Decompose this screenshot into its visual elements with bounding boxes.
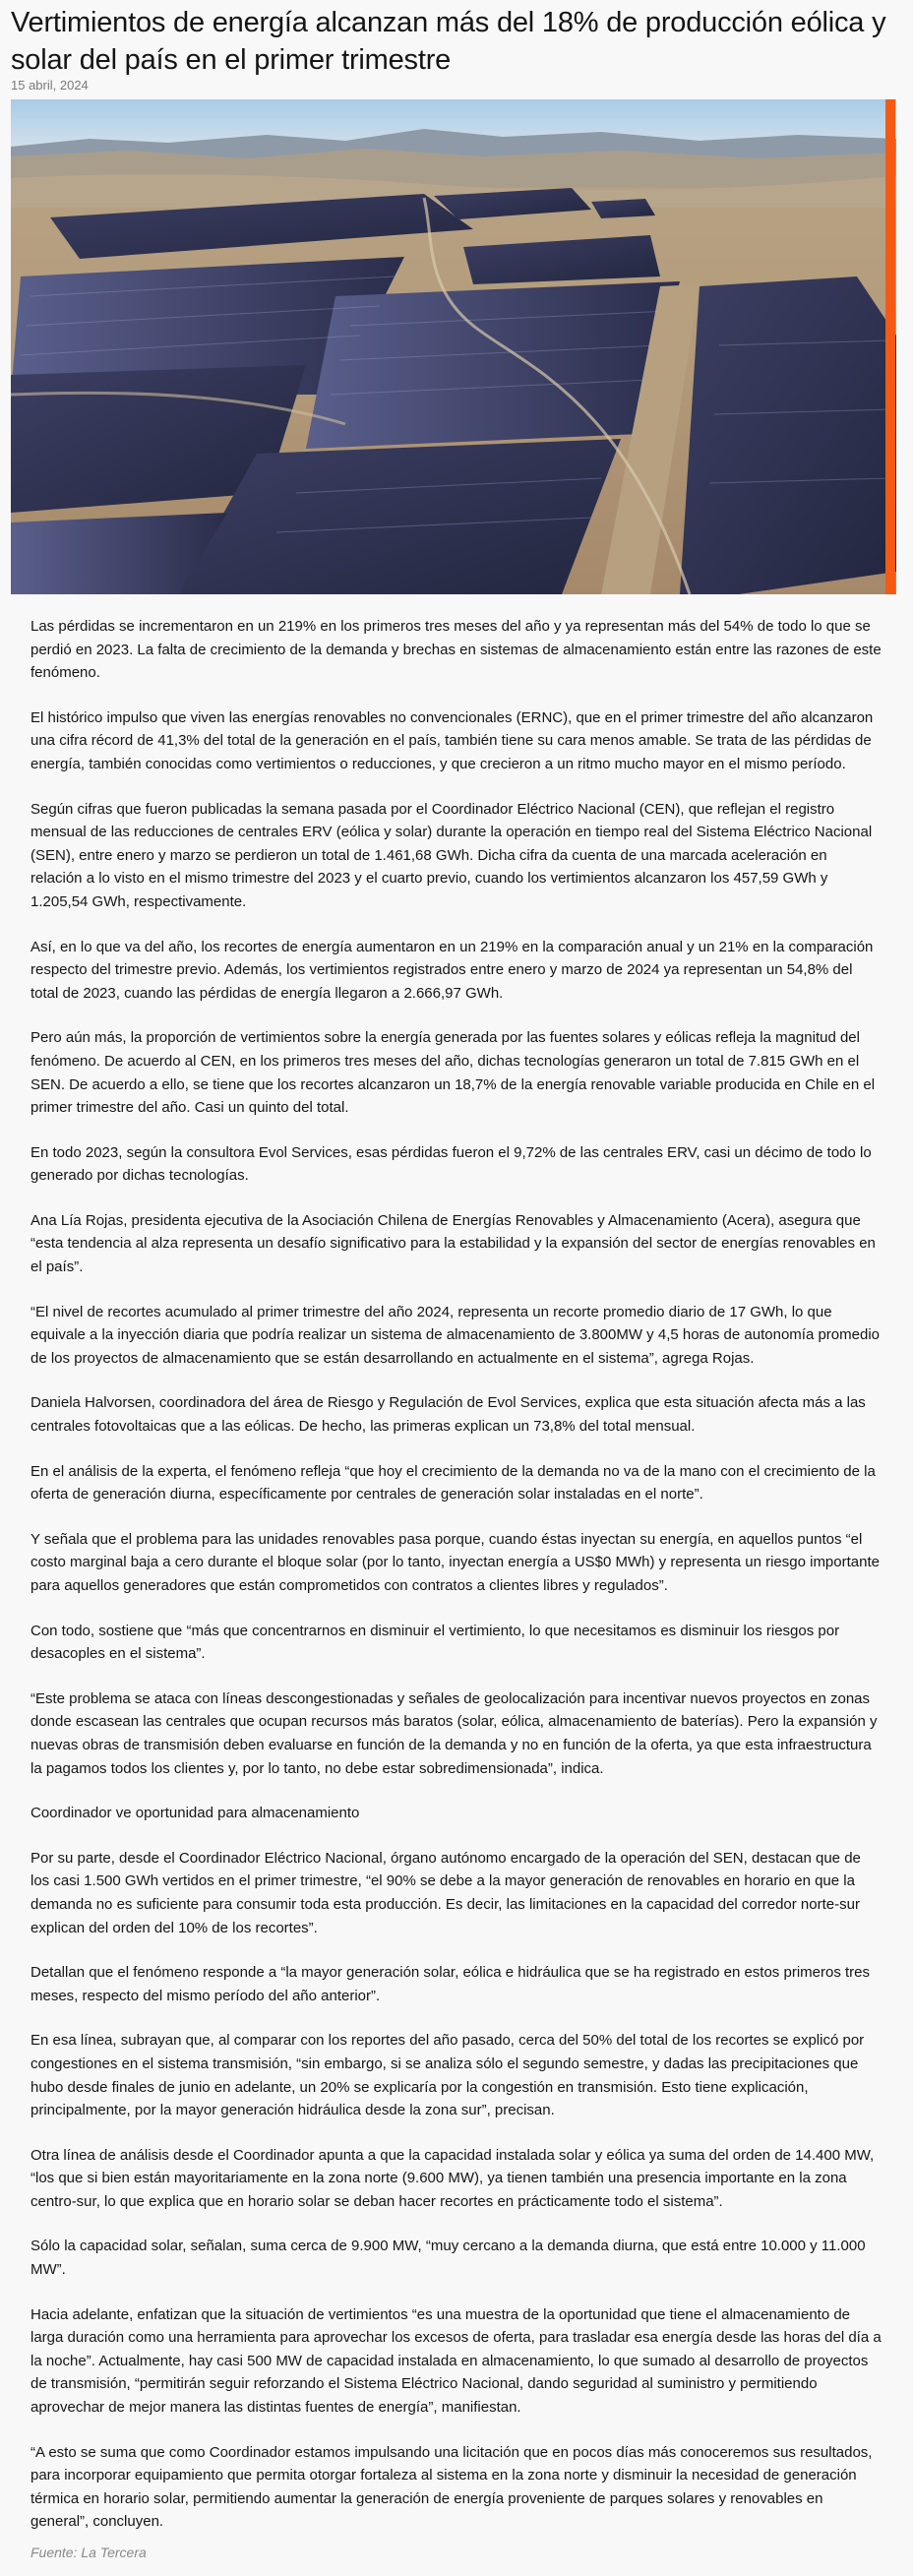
paragraph: Por su parte, desde el Coordinador Eléctrico Nacional, órgano autónomo encargado de la operación del SEN, destacan que de los casi 1.500 GWh vertidos en el primer trimestre, “el 90% se debe a la mayor generación de renovables en horario en que la demanda no es suficiente para consumir toda esta producción. Es decir, las limitaciones en la capacidad del corredor norte-sur explican del orden del 10% de los recortes”. <box>30 1849 861 1936</box>
paragraph: Pero aún más, la proporción de vertimientos sobre la energía generada por las fuentes solares y eólicas refleja la magnitud del fenómeno. De acuerdo al CEN, en los primeros tres meses del año, dichas tecnologías generaron un total de 7.815 GWh en el SEN. De acuerdo a ello, se tiene que los recortes alcanzaron un 18,7% de la energía renovable variable producida en Chile en el primer trimestre del año. Casi un quinto del total. <box>30 1029 876 1117</box>
paragraph: “El nivel de recortes acumulado al primer trimestre del año 2024, representa un recorte promedio diario de 17 GWh, lo que equivale a la inyección diaria que podría realizar un sistema de almacenamiento de 3.800MW y 4,5 horas de autonomía promedio de los proyectos de almacenamiento que se están desarrollando en actualmente en el sistema”, agrega Rojas. <box>30 1303 880 1367</box>
paragraph: Ana Lía Rojas, presidenta ejecutiva de la Asociación Chilena de Energías Renovables y Almacenamiento (Acera), asegura que “esta tendencia al alza representa un desafío significativo para la estabilidad y la expansión del sector de energías renovables en el país”. <box>30 1211 876 1276</box>
paragraph: Detallan que el fenómeno responde a “la mayor generación solar, eólica e hidráulica que se ha registrado en estos primeros tres meses, respecto del mismo período del año anterior”. <box>30 1964 870 2004</box>
paragraph: El histórico impulso que viven las energías renovables no convencionales (ERNC), que en el primer trimestre del año alcanzaron una cifra récord de 41,3% del total de la generación en el país, también tiene su cara menos amable. Se trata de las pérdidas de energía, también conocidas como vertimientos o reducciones, y que crecieron a un ritmo mucho mayor en el mismo período. <box>30 708 874 772</box>
paragraph: En esa línea, subrayan que, al comparar con los reportes del año pasado, cerca del 50% del total de los recortes se explicó por congestiones en el sistema transmisión, “sin embargo, si se analiza sólo el segundo semestre, y dadas las precipitaciones que hubo desde finales de junio en adelante, un 20% se explicaría por la congestión en transmisión. Esto tiene explicación, principalmente, por la mayor generación hidráulica desde la zona sur”, precisan. <box>30 2032 865 2119</box>
paragraph: Con todo, sostiene que “más que concentrarnos en disminuir el vertimiento, lo que necesitamos es disminuir los riesgos por desacoples en el sistema”. <box>30 1622 840 1663</box>
paragraph: Según cifras que fueron publicadas la semana pasada por el Coordinador Eléctrico Nacional (CEN), que reflejan el registro mensual de las reducciones de centrales ERV (eólica y solar) durante la operación en tiempo real del Sistema Eléctrico Nacional (SEN), entre enero y marzo se perdieron un total de 1.461,68 GWh. Dicha cifra da cuenta de una marcada aceleración en relación a lo visto en el mismo trimestre del 2023 y el cuarto previo, cuando los vertimientos alcanzaron los 457,59 GWh y 1.205,54 GWh, respectivamente. <box>30 800 873 910</box>
hero-image <box>11 99 896 594</box>
solar-farm-photo <box>11 99 896 594</box>
article-date: 15 abril, 2024 <box>11 78 89 92</box>
paragraph: Sólo la capacidad solar, señalan, suma cerca de 9.900 MW, “muy cercano a la demanda diurna, que está entre 10.000 y 11.000 MW”. <box>30 2238 866 2279</box>
paragraph: “Este problema se ataca con líneas descongestionadas y señales de geolocalización para incentivar nuevos proyectos en zonas donde escasean las centrales que ocupan recursos más baratos (solar, eólica, almacenamiento de baterías). Pero la expansión y nuevas obras de transmisión deben evaluarse en función de la demanda y no en función de la oferta, ya que esta infraestructura la pagamos todos los clientes y, por lo tanto, no debe estar sobredimensionada”, indica. <box>30 1689 878 1777</box>
paragraph: En todo 2023, según la consultora Evol Services, esas pérdidas fueron el 9,72% de las centrales ERV, casi un décimo de todo lo generado por dichas tecnologías. <box>30 1143 872 1185</box>
paragraph: “A esto se suma que como Coordinador estamos impulsando una licitación que en pocos días más conoceremos sus resultados, para incorporar equipamiento que permita otorgar fortaleza al sistema en la zona norte y disminuir la necesidad de generación térmica en horario solar, permitiendo aumentar la generación de energía proveniente de parques solares y renovables en general”, concluyen. <box>30 2443 873 2531</box>
accent-bar <box>885 99 895 594</box>
article-source: Fuente: La Tercera <box>30 2545 147 2560</box>
paragraph: Daniela Halvorsen, coordinadora del área de Riesgo y Regulación de Evol Services, explica que esta situación afecta más a las centrales fotovoltaicas que a las eólicas. De hecho, las primeras explican un 73,8% del total mensual. <box>30 1394 866 1436</box>
section-subheading: Coordinador ve oportunidad para almacenamiento <box>30 1805 360 1822</box>
paragraph: En el análisis de la experta, el fenómeno refleja “que hoy el crecimiento de la demanda no va de la mano con el crecimiento de la oferta de generación diurna, específicamente por centrales de generación solar instaladas en el norte”. <box>30 1462 876 1503</box>
paragraph: Y señala que el problema para las unidades renovables pasa porque, cuando éstas inyectan su energía, en aquellos puntos “el costo marginal baja a cero durante el bloque solar (por lo tanto, inyectan energía a US$0 MWh) y representa un riesgo importante para aquellos generadores que están comprometidos con contratos a clientes libres y regulados”. <box>30 1530 880 1594</box>
paragraph: Hacia adelante, enfatizan que la situación de vertimientos “es una muestra de la oportunidad que tiene el almacenamiento de larga duración como una herramienta para aprovechar los excesos de oferta, para trasladar esa energía desde las horas del día a la noche”. Actualmente, hay casi 500 MW de capacidad instalada en almacenamiento, lo que sumado al desarrollo de proyectos de transmisión, “permitirán seguir reforzando el Sistema Eléctrico Nacional, dando seguridad al suministro y permitiendo aprovechar de mejor manera las distintas fuentes de energía”, manifiestan. <box>30 2305 882 2417</box>
article-body <box>30 615 883 2555</box>
paragraph: Así, en lo que va del año, los recortes de energía aumentaron en un 219% en la comparación anual y un 21% en la comparación respecto del trimestre previo. Además, los vertimientos registrados entre enero y marzo de 2024 ya representan un 54,8% del total de 2023, cuando las pérdidas de energía llegaron a 2.666,97 GWh. <box>30 938 874 1002</box>
paragraph: Otra línea de análisis desde el Coordinador apunta a que la capacidad instalada solar y eólica ya suma del orden de 14.400 MW, “los que si bien están mayoritariamente en la zona norte (9.600 MW), ya tienen también una presencia importante en la zona centro-sur, lo que explica que en horario solar se deban hacer recortes en prácticamente todo el sistema”. <box>30 2146 875 2210</box>
paragraph: Las pérdidas se incrementaron en un 219% en los primeros tres meses del año y ya representan más del 54% de todo lo que se perdió en 2023. La falta de crecimiento de la demanda y brechas en sistemas de almacenamiento están entre las razones de este fenómeno. <box>30 618 882 682</box>
article-title: Vertimientos de energía alcanzan más del 18% de producción eólica y solar del país en el primer trimestre <box>11 7 886 76</box>
